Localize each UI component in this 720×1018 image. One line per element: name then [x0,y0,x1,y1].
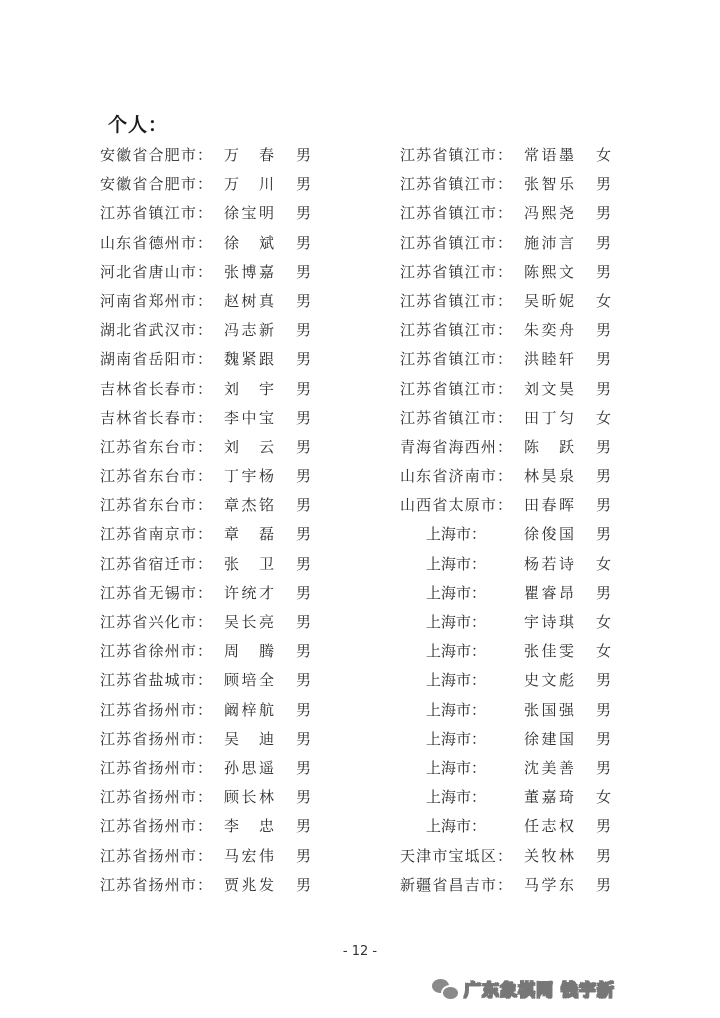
person-name: 马学东 [524,875,574,894]
person-name: 万 川 [224,175,274,194]
place-label: 上海市： [425,700,486,719]
place-label: 山东省济南市： [400,467,512,486]
gender-label: 男 [296,817,312,836]
place-label: 江苏省镇江市： [400,321,512,340]
person-name: 张博嘉 [224,262,274,281]
list-item [100,433,325,462]
list-item [100,404,325,433]
place-label: 江苏省扬州市： [100,875,212,894]
list-item [400,608,625,637]
place-label: 上海市： [425,758,486,777]
gender-label: 女 [596,408,612,427]
list-item [400,812,625,841]
list-item [100,842,325,871]
gender-label: 男 [296,758,312,777]
list-item [100,637,325,666]
place-label: 新疆省昌吉市： [400,875,512,894]
person-name: 丁宇杨 [224,467,274,486]
gender-label: 男 [296,583,312,602]
list-item [100,871,325,900]
gender-label: 男 [596,525,612,544]
gender-label: 男 [596,175,612,194]
person-name: 阚梓航 [224,700,274,719]
list-item [400,229,625,258]
person-name: 宇诗琪 [524,613,574,631]
list-item [100,783,325,812]
list-item [400,520,625,549]
place-label: 上海市： [425,817,486,836]
person-name: 徐俊国 [524,525,574,544]
place-label: 江苏省镇江市： [400,262,512,281]
person-name: 杨若诗 [524,554,574,573]
gender-label: 男 [296,379,312,398]
list-item [400,491,625,520]
place-label: 上海市： [425,788,486,807]
place-label: 河北省唐山市： [100,262,212,281]
place-label: 江苏省扬州市： [100,788,212,807]
person-name: 徐建国 [524,729,574,748]
person-name: 刘 云 [224,437,274,456]
list-item [400,842,625,871]
watermark [432,975,615,1001]
gender-label: 男 [596,671,612,690]
place-label: 上海市： [425,729,486,748]
person-name: 任志权 [524,817,574,836]
section-title: 个人： [108,114,169,136]
place-label: 青海省海西州： [400,437,512,456]
list-item [100,520,325,549]
place-label: 江苏省无锡市： [100,583,212,602]
gender-label: 男 [296,291,312,310]
person-name: 万 春 [224,146,274,164]
list-item [400,199,625,228]
list-item [100,754,325,783]
person-name: 沈美善 [524,758,574,777]
person-name: 林昊泉 [524,467,574,486]
person-name: 赵树真 [224,291,274,310]
gender-label: 男 [596,204,612,223]
place-label: 上海市： [425,554,486,573]
list-item [100,812,325,841]
list-item [100,287,325,316]
list-item [400,579,625,608]
place-label: 湖北省武汉市： [100,321,212,340]
list-item [100,696,325,725]
person-name: 刘 宇 [224,379,274,398]
list-item [400,550,625,579]
gender-label: 男 [596,437,612,456]
page-number: - 12 - [342,944,378,959]
gender-label: 男 [596,262,612,281]
person-name: 吴 迪 [224,729,274,748]
person-name: 朱奕舟 [524,321,574,340]
gender-label: 男 [596,496,612,515]
list-item [100,229,325,258]
place-label: 河南省郑州市： [100,291,212,310]
place-label: 吉林省长春市： [100,379,212,398]
place-label: 天津市宝坻区： [400,846,512,865]
place-label: 吉林省长春市： [100,408,212,427]
person-name: 顾长林 [224,788,274,807]
place-label: 江苏省扬州市： [100,700,212,719]
gender-label: 男 [296,671,312,690]
place-label: 江苏省宿迁市： [100,554,212,573]
list-item [400,871,625,900]
gender-label: 女 [596,642,612,661]
place-label: 安徽省合肥市： [100,175,212,194]
gender-label: 男 [596,379,612,398]
place-label: 江苏省兴化市： [100,613,212,631]
place-label: 上海市： [425,642,486,661]
person-name: 许统才 [224,583,274,602]
place-label: 江苏省镇江市： [400,233,512,252]
gender-label: 男 [596,467,612,486]
list-item [400,258,625,287]
list-item [100,345,325,374]
gender-label: 男 [596,350,612,369]
list-item [400,637,625,666]
gender-label: 男 [296,525,312,544]
list-item [400,375,625,404]
gender-label: 男 [296,262,312,281]
list-item [400,170,625,199]
place-label: 江苏省镇江市： [400,408,512,427]
gender-label: 女 [596,291,612,310]
person-name: 张智乐 [524,175,574,194]
place-label: 上海市： [425,583,486,602]
place-label: 江苏省盐城市： [100,671,212,690]
list-item [100,579,325,608]
gender-label: 男 [596,817,612,836]
list-item [400,754,625,783]
place-label: 江苏省镇江市： [400,146,512,164]
wechat-icon [432,977,458,999]
person-name: 陈 跃 [524,437,574,456]
gender-label: 女 [596,613,612,631]
place-label: 上海市： [425,613,486,631]
place-label: 江苏省东台市： [100,467,212,486]
person-name: 李 忠 [224,817,274,836]
person-name: 吴昕妮 [524,291,574,310]
gender-label: 男 [296,350,312,369]
person-name: 张 卫 [224,554,274,573]
place-label: 江苏省南京市： [100,525,212,544]
gender-label: 男 [296,788,312,807]
person-name: 冯熙尧 [524,204,574,223]
left-column [100,141,325,900]
person-name: 田丁匀 [524,408,574,427]
person-name: 施沛言 [524,233,574,252]
gender-label: 男 [596,321,612,340]
place-label: 江苏省徐州市： [100,642,212,661]
list-item [400,433,625,462]
person-name: 魏紧跟 [224,350,274,369]
list-item [400,287,625,316]
list-item [400,725,625,754]
place-label: 上海市： [425,525,486,544]
gender-label: 男 [596,583,612,602]
place-label: 江苏省镇江市： [400,204,512,223]
list-item [100,725,325,754]
gender-label: 男 [596,875,612,894]
list-item [100,550,325,579]
place-label: 江苏省镇江市： [100,204,212,223]
place-label: 江苏省扬州市： [100,846,212,865]
person-name: 章杰铭 [224,496,274,515]
watermark-text: 广东象棋网 钱宇新 [464,980,615,1001]
person-name: 史文彪 [524,671,574,690]
list-item [100,608,325,637]
gender-label: 男 [296,408,312,427]
gender-label: 男 [296,875,312,894]
place-label: 江苏省扬州市： [100,758,212,777]
list-item [400,696,625,725]
place-label: 上海市： [425,671,486,690]
gender-label: 男 [296,233,312,252]
person-name: 瞿睿昂 [524,583,574,602]
list-item [100,316,325,345]
gender-label: 男 [596,729,612,748]
person-name: 李中宝 [224,408,274,427]
right-column [400,141,625,900]
list-item [400,316,625,345]
gender-label: 男 [296,554,312,573]
gender-label: 男 [296,846,312,865]
person-name: 董嘉琦 [524,788,574,807]
place-label: 江苏省镇江市： [400,379,512,398]
person-name: 关牧林 [524,846,574,865]
gender-label: 男 [596,846,612,865]
gender-label: 女 [596,788,612,807]
list-item [400,666,625,695]
gender-label: 男 [296,700,312,719]
gender-label: 男 [296,175,312,194]
gender-label: 男 [296,204,312,223]
gender-label: 男 [296,729,312,748]
gender-label: 男 [296,642,312,661]
person-name: 孙思遥 [224,758,274,777]
place-label: 山西省太原市： [400,496,512,515]
list-item [100,491,325,520]
person-name: 贾兆发 [224,875,274,894]
gender-label: 女 [596,146,612,164]
place-label: 江苏省镇江市： [400,291,512,310]
person-name: 吴长亮 [224,613,274,631]
person-name: 张国强 [524,700,574,719]
person-name: 顾培全 [224,671,274,690]
place-label: 江苏省镇江市： [400,350,512,369]
place-label: 江苏省扬州市： [100,817,212,836]
list-item [100,666,325,695]
list-item [400,141,625,170]
list-item [400,404,625,433]
person-name: 张佳雯 [524,642,574,661]
person-name: 陈熙文 [524,262,574,281]
person-name: 冯志新 [224,321,274,340]
person-name: 田春晖 [524,496,574,515]
person-name: 常语墨 [524,146,574,164]
gender-label: 男 [296,437,312,456]
gender-label: 男 [296,321,312,340]
place-label: 湖南省岳阳市： [100,350,212,369]
person-name: 洪睦轩 [524,350,574,369]
gender-label: 男 [296,467,312,486]
list-item [100,170,325,199]
person-name: 章 磊 [224,525,274,544]
list-item [100,141,325,170]
list-item [100,375,325,404]
place-label: 安徽省合肥市： [100,146,212,164]
place-label: 江苏省东台市： [100,437,212,456]
gender-label: 男 [596,700,612,719]
gender-label: 女 [596,554,612,573]
person-name: 周 腾 [224,642,274,661]
list-item [400,462,625,491]
list-item [100,258,325,287]
list-item [400,345,625,374]
gender-label: 男 [596,233,612,252]
list-item [400,783,625,812]
list-item [100,199,325,228]
gender-label: 男 [596,758,612,777]
place-label: 山东省德州市： [100,233,212,252]
place-label: 江苏省扬州市： [100,729,212,748]
gender-label: 男 [296,613,312,631]
gender-label: 男 [296,146,312,164]
gender-label: 男 [296,496,312,515]
person-name: 刘文昊 [524,379,574,398]
person-name: 徐 斌 [224,233,274,252]
place-label: 江苏省东台市： [100,496,212,515]
place-label: 江苏省镇江市： [400,175,512,194]
list-item [100,462,325,491]
person-name: 马宏伟 [224,846,274,865]
person-name: 徐宝明 [224,204,274,223]
